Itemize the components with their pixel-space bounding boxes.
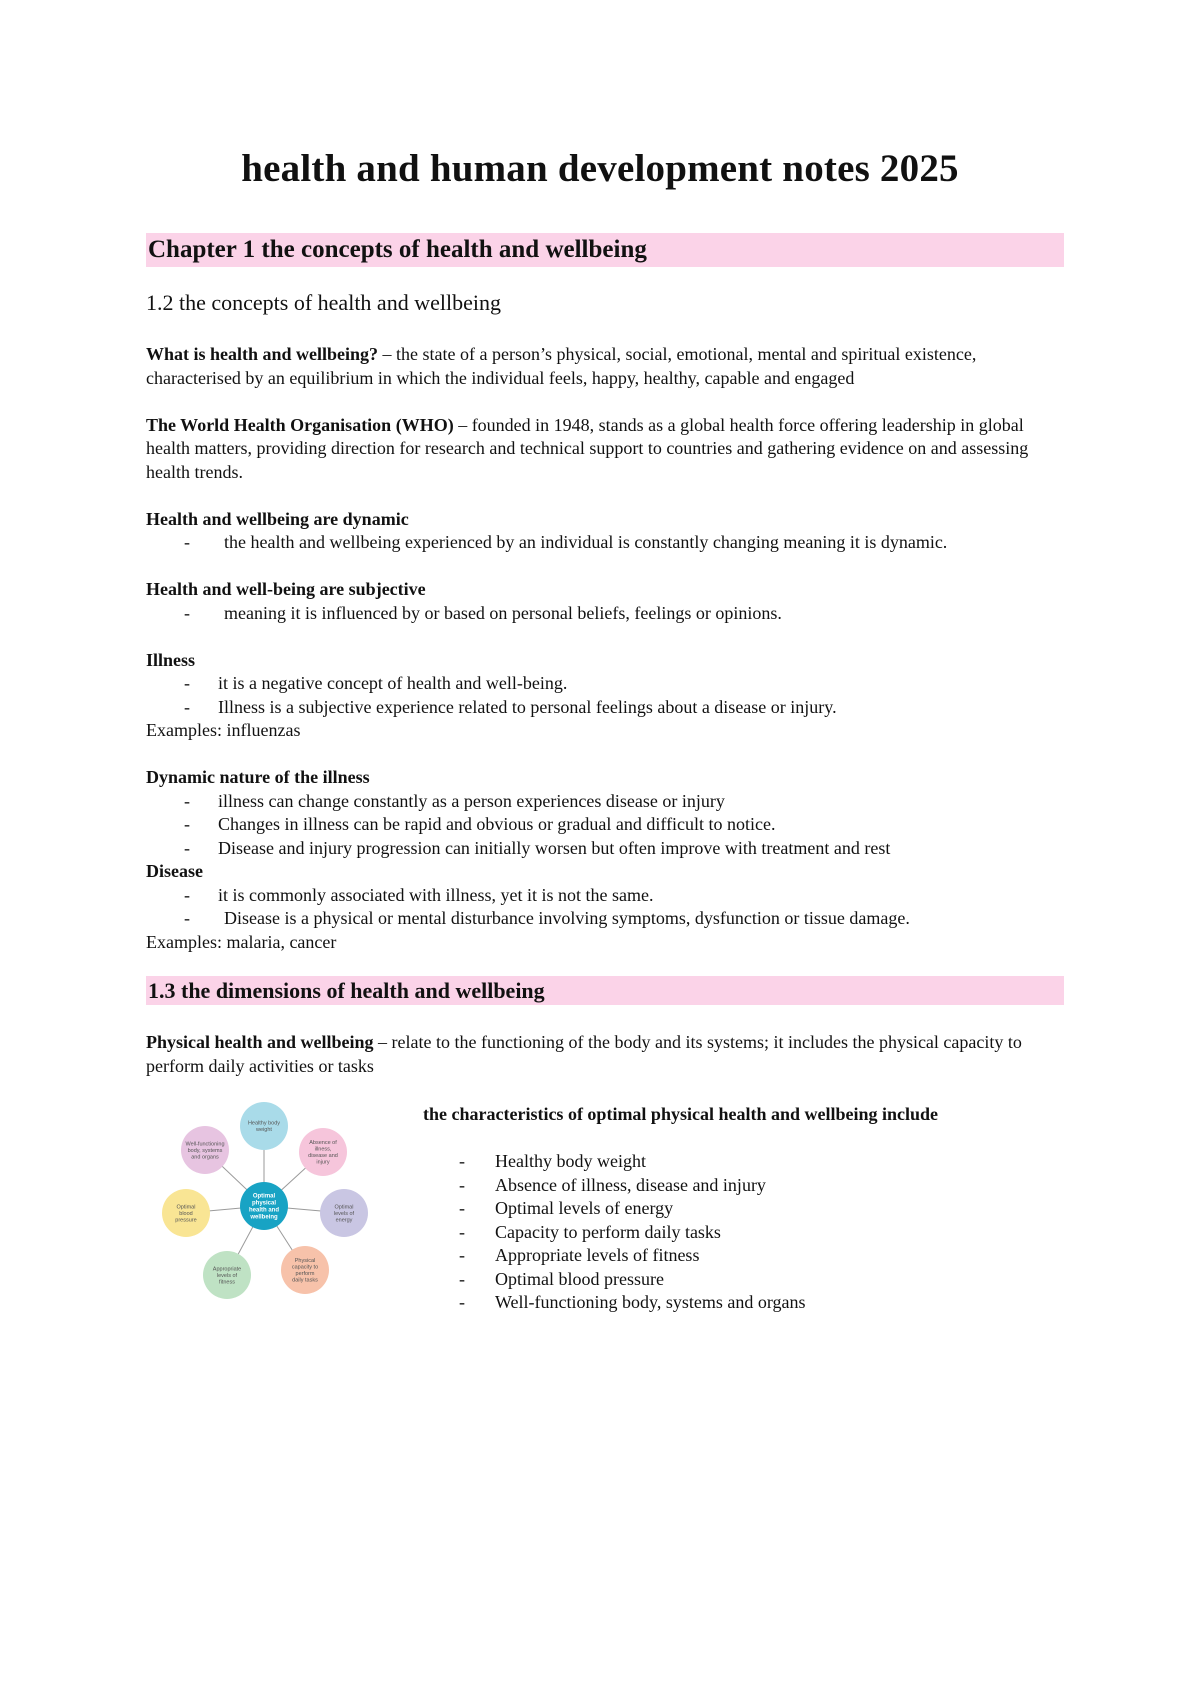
diagram-node (203, 1251, 251, 1299)
dynamic-illness-list (146, 790, 1066, 861)
list-item: - Capacity to perform daily tasks (423, 1221, 1063, 1245)
diagram-node-label: wellbeing (250, 1214, 278, 1221)
diagram-node (181, 1126, 229, 1174)
illness-list (146, 672, 1066, 719)
list-item: - it is a negative concept of health and well-being. (146, 672, 1066, 696)
concepts-body (146, 343, 1066, 954)
list-item: - Disease and injury progression can initially worsen but often improve with treatment and rest (146, 837, 1066, 861)
diagram-node-label: physical (251, 1200, 277, 1207)
diagram-node-label: weight (256, 1127, 272, 1134)
list-item: - it is commonly associated with illness, yet it is not the same. (146, 884, 1066, 908)
list-item: - illness can change constantly as a person experiences disease or injury (146, 790, 1066, 814)
illness-examples: Examples: influenzas (146, 720, 301, 740)
illness-heading (146, 649, 1066, 673)
diagram-node-label: body, systems (187, 1147, 223, 1154)
dynamic-list (146, 531, 1066, 555)
document-title: health and human development notes 2025 (241, 147, 959, 190)
chapter-heading: Chapter 1 the concepts of health and wellbeing (146, 233, 1064, 267)
list-item: - Healthy body weight (423, 1150, 1063, 1174)
diagram-node-label: energy (335, 1217, 353, 1224)
diagram-node (320, 1189, 368, 1237)
diagram-node-label: Optimal (176, 1204, 196, 1211)
dynamic-illness-heading (146, 766, 1066, 790)
diagram-node-label: injury (316, 1159, 330, 1166)
diagram-node-label: Physical (294, 1258, 316, 1265)
diagram-node (162, 1189, 210, 1237)
disease-heading-text: Disease (146, 861, 203, 881)
diagram-node-label: Absence of (309, 1140, 337, 1147)
diagram-node (240, 1102, 288, 1150)
diagram-node-label: daily tasks (292, 1277, 318, 1284)
diagram-node-label: blood (179, 1210, 193, 1217)
diagram-node-label: pressure (175, 1217, 197, 1224)
diagram-node-label: Optimal (252, 1193, 276, 1200)
list-item: - Optimal blood pressure (423, 1268, 1063, 1292)
list-item: - the health and wellbeing experienced by an individual is constantly changing meaning it is dynamic. (146, 531, 1066, 555)
diagram-node-label: Well-functioning (185, 1141, 225, 1148)
list-item: - Disease is a physical or mental disturbance involving symptoms, dysfunction or tissue damage. (146, 907, 1066, 931)
list-item: - meaning it is influenced by or based on personal beliefs, feelings or opinions. (146, 602, 1066, 626)
subjective-heading (146, 578, 1066, 602)
who-term: The World Health Organisation (WHO) (146, 414, 454, 435)
section-heading-1-2: 1.2 the concepts of health and wellbeing (146, 290, 501, 315)
who-definition: – founded in 1948, stands as a global health force offering leadership in global health matters, providing direction for research and technical support to countries and gathering evidence on and assessing health trends. (146, 414, 1029, 482)
list-item: - Illness is a subjective experience related to personal feelings about a disease or injury. (146, 696, 1066, 720)
list-item: - Well-functioning body, systems and organs (423, 1291, 1063, 1315)
diagram-node-label: and organs (191, 1154, 219, 1161)
physical-term: Physical health and wellbeing (146, 1032, 374, 1052)
diagram-node-label: perform (295, 1271, 315, 1278)
diagram-center-node (240, 1182, 288, 1230)
who-paragraph (146, 414, 1066, 485)
diagram-node (281, 1246, 329, 1294)
physical-paragraph (146, 1031, 1066, 1078)
section-heading-1-3: 1.3 the dimensions of health and wellbeing (146, 976, 1064, 1005)
list-item: - Appropriate levels of fitness (423, 1244, 1063, 1268)
diagram-node-label: disease and (308, 1153, 338, 1160)
subjective-heading-text: Health and well-being are subjective (146, 579, 426, 599)
list-item: - Absence of illness, disease and injury (423, 1174, 1063, 1198)
diagram-node-label: levels of (216, 1272, 238, 1279)
diagram-node-label: Optimal (334, 1204, 354, 1211)
what-is-term: What is health and wellbeing? (146, 344, 379, 364)
list-item: - Optimal levels of energy (423, 1197, 1063, 1221)
what-is-paragraph (146, 343, 1066, 390)
subjective-list (146, 602, 1066, 626)
list-item: - Changes in illness can be rapid and obvious or gradual and difficult to notice. (146, 813, 1066, 837)
disease-list (146, 884, 1066, 931)
disease-heading (146, 860, 1066, 884)
characteristics-list (423, 1150, 1063, 1315)
disease-examples: Examples: malaria, cancer (146, 931, 337, 952)
diagram-node-label: illness, (314, 1146, 332, 1153)
illness-heading-text: Illness (146, 649, 196, 670)
diagram-node-label: Appropriate (212, 1266, 242, 1273)
dynamic-heading-text: Health and wellbeing are dynamic (146, 508, 409, 529)
physical-body (146, 1031, 1066, 1078)
diagram-node-label: Healthy body (247, 1120, 281, 1127)
what-is-definition: – the state of a person’s physical, social, emotional, mental and spiritual existence, characterised by an equilibrium in which the individual feels, happy, healthy, capable and engaged (146, 344, 977, 388)
dynamic-heading (146, 508, 1066, 532)
diagram-node-label: fitness (219, 1279, 235, 1286)
dynamic-illness-heading-text: Dynamic nature of the illness (146, 767, 370, 787)
characteristics-section (423, 1103, 1063, 1315)
diagram-node-label: levels of (333, 1210, 355, 1217)
diagram-node (299, 1128, 347, 1176)
physical-definition: – relate to the functioning of the body and its systems; it includes the physical capacity to perform daily activities or tasks (146, 1032, 1022, 1076)
diagram-svg (158, 1100, 376, 1310)
diagram-node-label: capacity to (291, 1264, 319, 1271)
physical-wellbeing-diagram (158, 1100, 376, 1310)
diagram-node-label: health and (248, 1207, 280, 1214)
characteristics-heading: the characteristics of optimal physical health and wellbeing include (423, 1104, 938, 1124)
